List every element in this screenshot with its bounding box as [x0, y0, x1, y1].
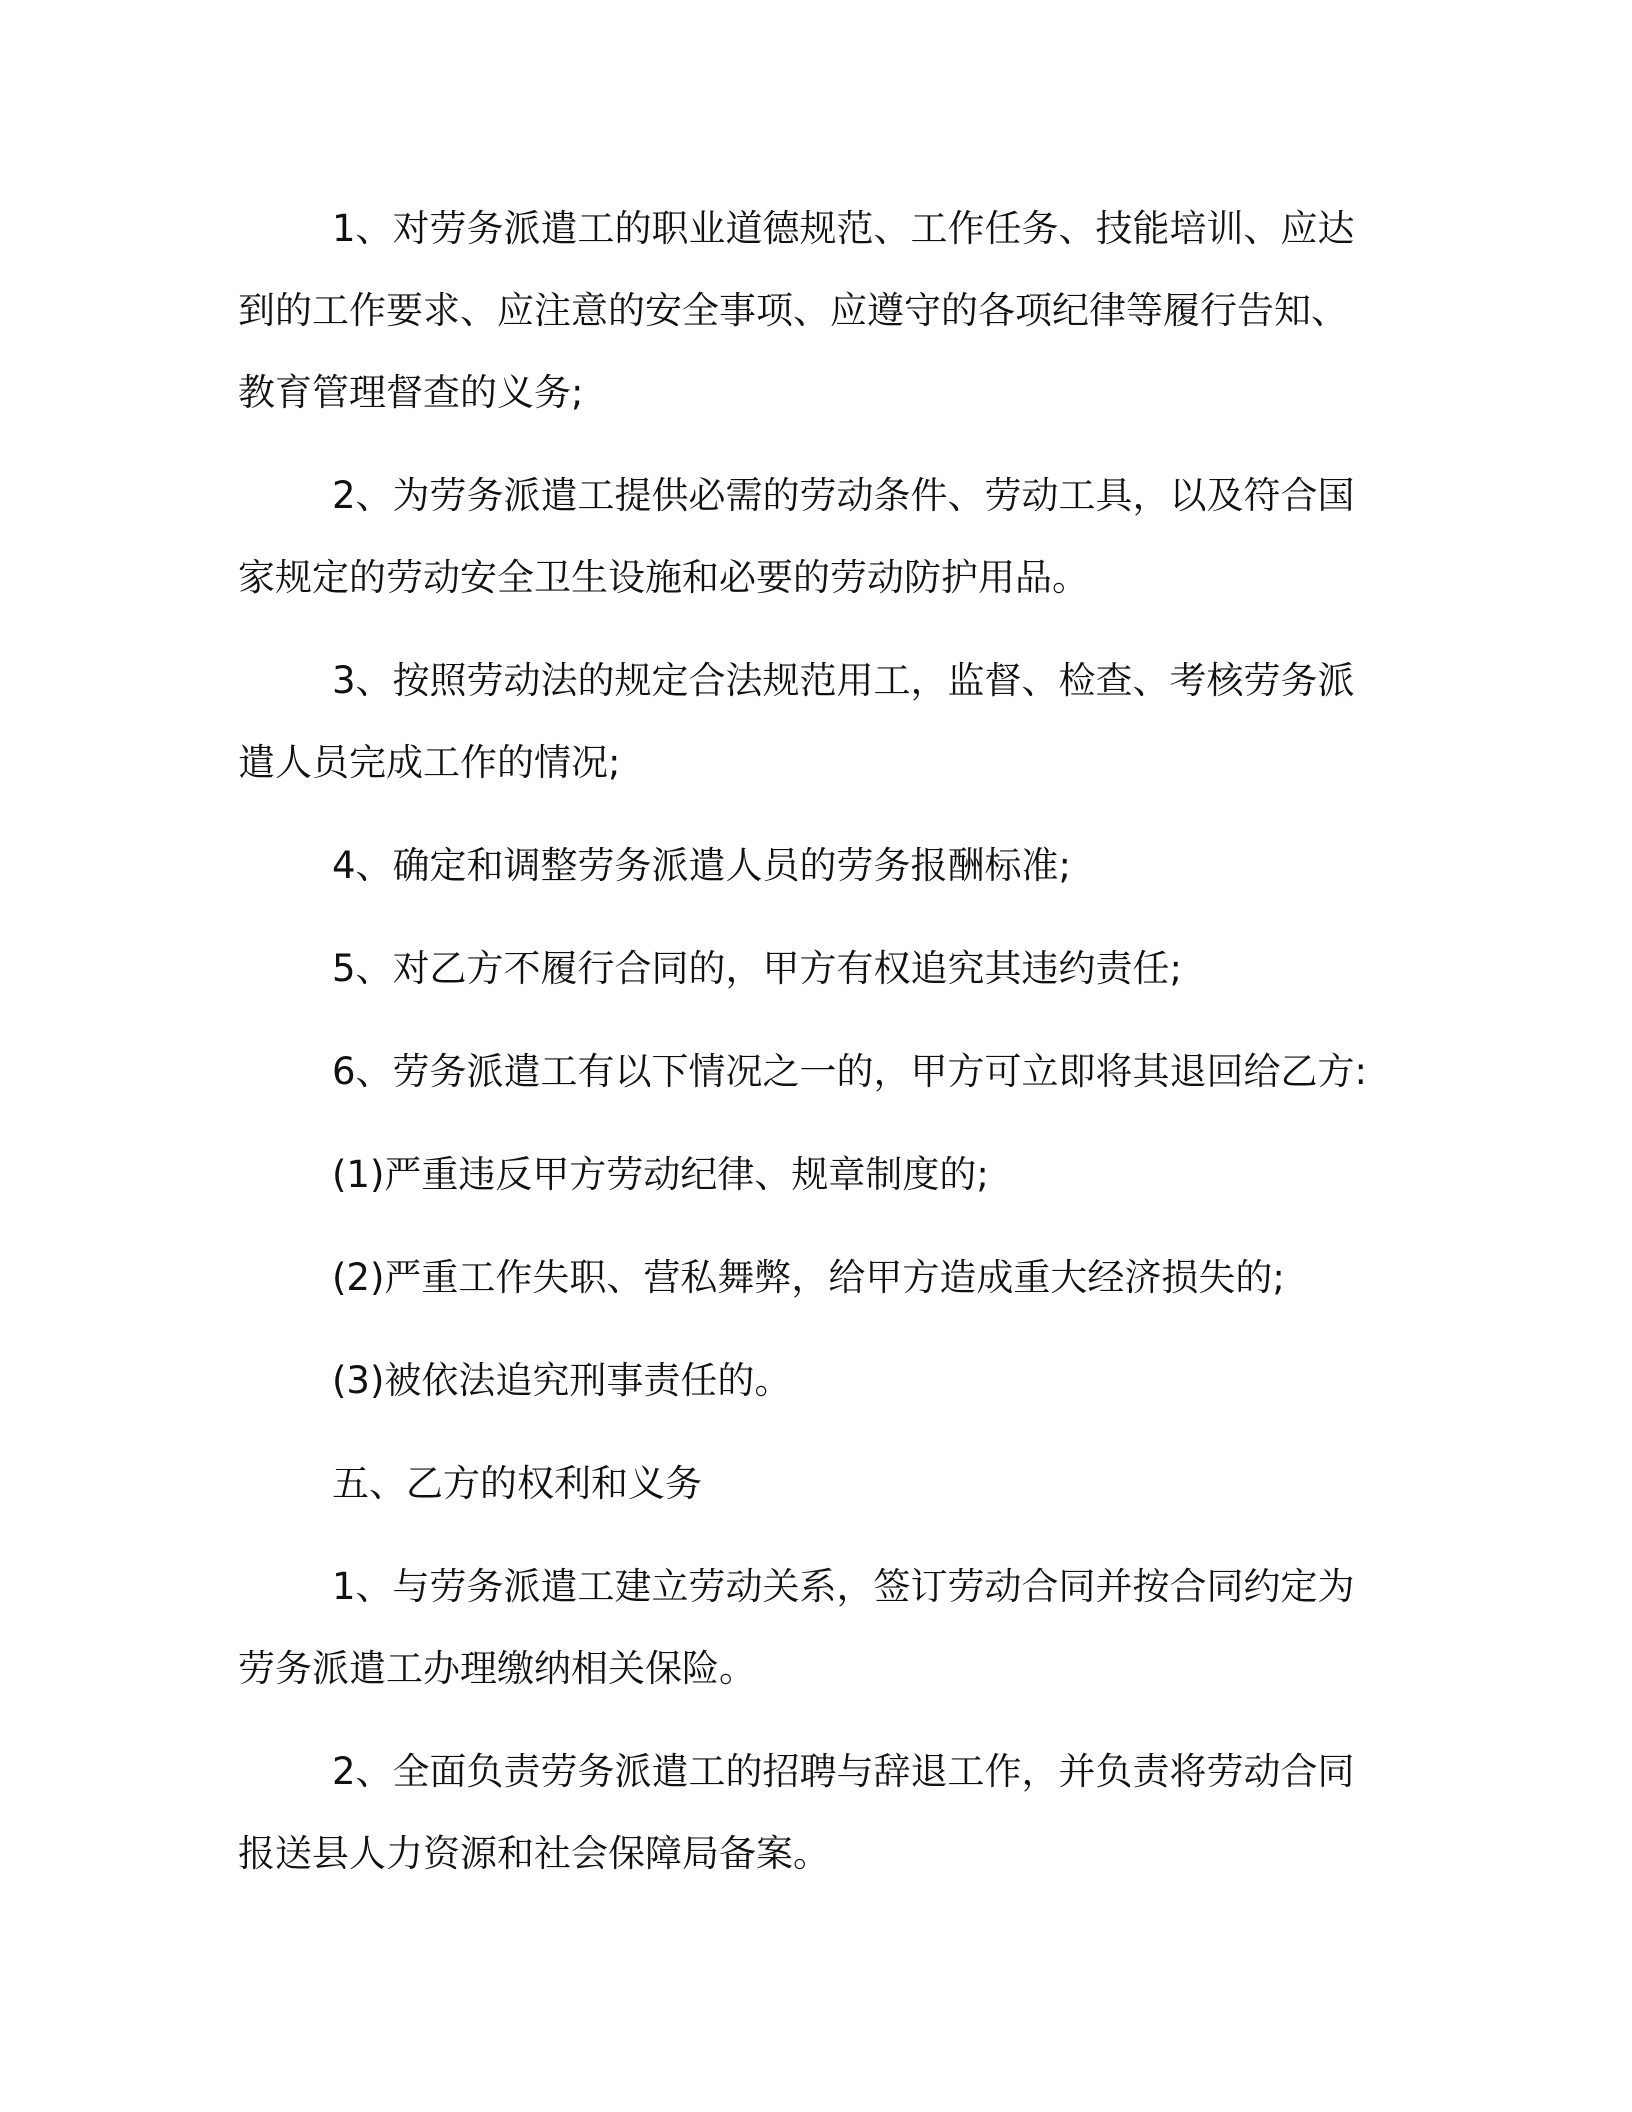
- paragraph-obligation-1: 1、对劳务派遣工的职业道德规范、工作任务、技能培训、应达到的工作要求、应注意的安全事项、应遵守的各项纪律等履行告知、教育管理督查的义务;: [238, 207, 1355, 414]
- paragraph-obligation-2: 2、为劳务派遣工提供必需的劳动条件、劳动工具，以及符合国家规定的劳动安全卫生设施和必要的劳动防护用品。: [238, 474, 1355, 599]
- paragraph-condition-3: (3)被依法追究刑事责任的。: [332, 1359, 792, 1402]
- paragraph-obligation-4: 4、确定和调整劳务派遣人员的劳务报酬标准;: [332, 844, 1072, 887]
- paragraph-obligation-3: 3、按照劳动法的规定合法规范用工，监督、检查、考核劳务派遣人员完成工作的情况;: [238, 659, 1355, 784]
- paragraph-obligation-5: 5、对乙方不履行合同的，甲方有权追究其违约责任;: [332, 947, 1183, 990]
- paragraph-condition-2: (2)严重工作失职、营私舞弊，给甲方造成重大经济损失的;: [332, 1256, 1285, 1299]
- paragraph-obligation-6: 6、劳务派遣工有以下情况之一的，甲方可立即将其退回给乙方:: [332, 1050, 1368, 1093]
- paragraph-party-b-2: 2、全面负责劳务派遣工的招聘与辞退工作，并负责将劳动合同报送县人力资源和社会保障局备案。: [238, 1750, 1355, 1875]
- document-body: [238, 188, 1378, 1916]
- paragraph-party-b-1: 1、与劳务派遣工建立劳动关系，签订劳动合同并按合同约定为劳务派遣工办理缴纳相关保险。: [238, 1565, 1355, 1690]
- section-heading-party-b: 五、乙方的权利和义务: [332, 1462, 702, 1505]
- paragraph-condition-1: (1)严重违反甲方劳动纪律、规章制度的;: [332, 1153, 989, 1196]
